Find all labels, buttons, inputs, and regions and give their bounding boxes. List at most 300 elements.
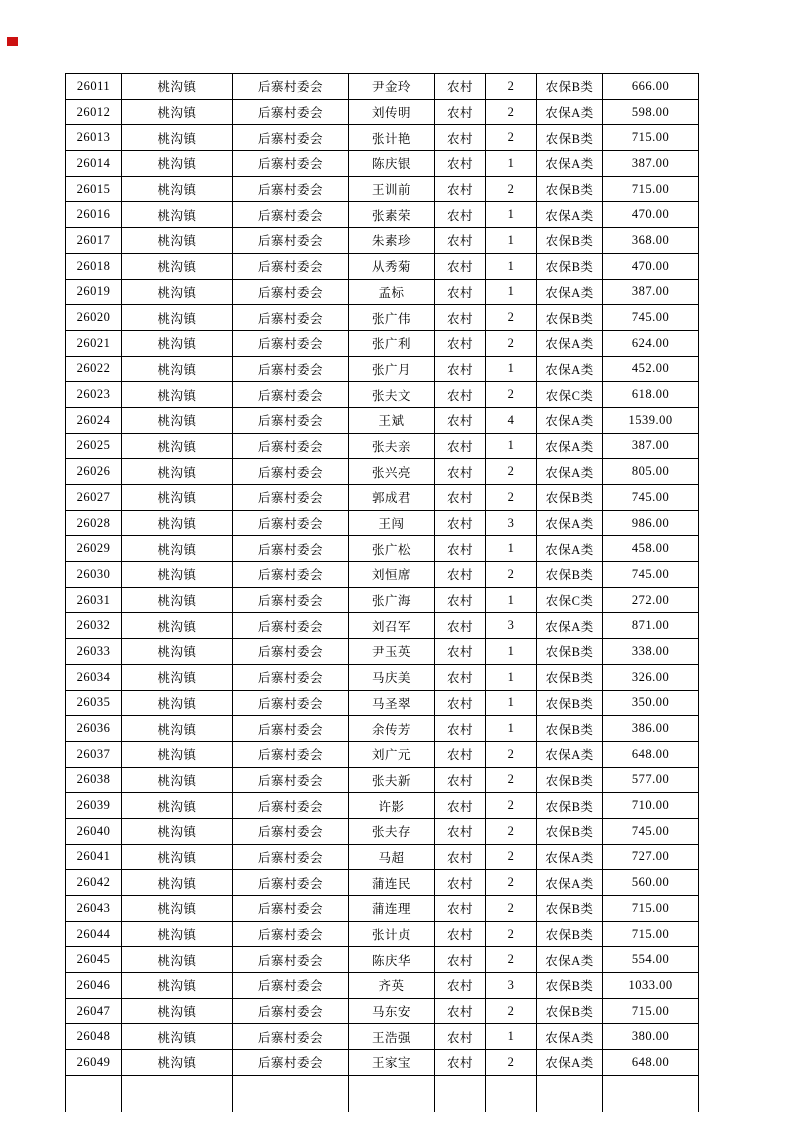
cell-id: 26015 — [66, 176, 122, 202]
cell-village: 后寨村委会 — [233, 793, 349, 819]
cell-village: 后寨村委会 — [233, 74, 349, 100]
cell-town: 桃沟镇 — [122, 998, 233, 1024]
cell-name: 张兴亮 — [349, 459, 435, 485]
cell-category: 农保A类 — [537, 510, 603, 536]
cell-village: 后寨村委会 — [233, 433, 349, 459]
cell-count: 1 — [486, 433, 537, 459]
red-stamp-mark — [7, 37, 18, 46]
cell-amount: 715.00 — [603, 998, 699, 1024]
cell-amount: 560.00 — [603, 870, 699, 896]
cell-category: 农保A类 — [537, 433, 603, 459]
red-stamp-shape — [7, 37, 18, 46]
cell-amount: 715.00 — [603, 896, 699, 922]
cell-village: 后寨村委会 — [233, 485, 349, 511]
cell-amount: 805.00 — [603, 459, 699, 485]
cell-type: 农村 — [435, 613, 486, 639]
cell-count: 2 — [486, 1050, 537, 1076]
cell-type: 农村 — [435, 74, 486, 100]
cell-type: 农村 — [435, 176, 486, 202]
cell-type: 农村 — [435, 818, 486, 844]
cell-id: 26030 — [66, 562, 122, 588]
cell-town: 桃沟镇 — [122, 228, 233, 254]
cell-type: 农村 — [435, 1050, 486, 1076]
cell-name: 尹玉英 — [349, 639, 435, 665]
cell-village: 后寨村委会 — [233, 690, 349, 716]
cell-count: 2 — [486, 818, 537, 844]
cell-town: 桃沟镇 — [122, 1050, 233, 1076]
cell-category: 农保A类 — [537, 202, 603, 228]
cell-id: 26012 — [66, 99, 122, 125]
cell-id: 26019 — [66, 279, 122, 305]
cell-village: 后寨村委会 — [233, 921, 349, 947]
cell-amount: 368.00 — [603, 228, 699, 254]
cell-id: 26014 — [66, 151, 122, 177]
cell-category: 农保A类 — [537, 1024, 603, 1050]
cell-id: 26042 — [66, 870, 122, 896]
cell-category: 农保B类 — [537, 818, 603, 844]
payment-table-partial — [66, 1075, 699, 1112]
cell-id: 26025 — [66, 433, 122, 459]
cell-village: 后寨村委会 — [233, 587, 349, 613]
table-row — [66, 536, 699, 562]
table-row — [66, 1024, 699, 1050]
cell-type: 农村 — [435, 510, 486, 536]
cell-count: 2 — [486, 330, 537, 356]
cell-town: 桃沟镇 — [122, 485, 233, 511]
cell-count: 3 — [486, 510, 537, 536]
cell-town: 桃沟镇 — [122, 176, 233, 202]
cell-id: 26026 — [66, 459, 122, 485]
cell-village: 后寨村委会 — [233, 151, 349, 177]
cell-category: 农保B类 — [537, 562, 603, 588]
cell-amount: 598.00 — [603, 99, 699, 125]
cell-town: 桃沟镇 — [122, 1024, 233, 1050]
cell-town: 桃沟镇 — [122, 664, 233, 690]
table-row — [66, 1050, 699, 1076]
cell-village: 后寨村委会 — [233, 973, 349, 999]
cell-town: 桃沟镇 — [122, 921, 233, 947]
cell-type: 农村 — [435, 536, 486, 562]
cell-town: 桃沟镇 — [122, 407, 233, 433]
cell-town: 桃沟镇 — [122, 947, 233, 973]
cell-category: 农保B类 — [537, 664, 603, 690]
cell-count: 2 — [486, 176, 537, 202]
cell-town: 桃沟镇 — [122, 716, 233, 742]
table-row — [66, 485, 699, 511]
cell-count: 2 — [486, 921, 537, 947]
cell-amount: 715.00 — [603, 125, 699, 151]
cell-town: 桃沟镇 — [122, 690, 233, 716]
partial-row — [66, 1075, 699, 1112]
cell-village: 后寨村委会 — [233, 459, 349, 485]
cell-type: 农村 — [435, 356, 486, 382]
cell-amount: 554.00 — [603, 947, 699, 973]
cell-count: 2 — [486, 767, 537, 793]
cell-category: 农保A类 — [537, 870, 603, 896]
cell-id: 26013 — [66, 125, 122, 151]
cell-town: 桃沟镇 — [122, 741, 233, 767]
table-row — [66, 690, 699, 716]
cell-type: 农村 — [435, 844, 486, 870]
cell-amount: 624.00 — [603, 330, 699, 356]
cell-village: 后寨村委会 — [233, 639, 349, 665]
table-row — [66, 99, 699, 125]
cell-amount: 387.00 — [603, 279, 699, 305]
cell-type: 农村 — [435, 99, 486, 125]
cell-amount — [603, 1075, 699, 1112]
cell-village: 后寨村委会 — [233, 125, 349, 151]
cell-village: 后寨村委会 — [233, 947, 349, 973]
cell-count: 2 — [486, 947, 537, 973]
cell-name: 朱素珍 — [349, 228, 435, 254]
cell-amount: 715.00 — [603, 921, 699, 947]
cell-count: 2 — [486, 870, 537, 896]
cell-village: 后寨村委会 — [233, 536, 349, 562]
cell-town: 桃沟镇 — [122, 151, 233, 177]
cell-village: 后寨村委会 — [233, 305, 349, 331]
table-row — [66, 793, 699, 819]
cell-village: 后寨村委会 — [233, 870, 349, 896]
cell-category: 农保B类 — [537, 896, 603, 922]
cell-id: 26043 — [66, 896, 122, 922]
cell-town: 桃沟镇 — [122, 587, 233, 613]
table-row — [66, 844, 699, 870]
cell-amount: 470.00 — [603, 253, 699, 279]
cell-town: 桃沟镇 — [122, 870, 233, 896]
cell-id: 26027 — [66, 485, 122, 511]
cell-amount: 458.00 — [603, 536, 699, 562]
cell-id: 26018 — [66, 253, 122, 279]
cell-town: 桃沟镇 — [122, 562, 233, 588]
cell-count: 2 — [486, 793, 537, 819]
cell-type: 农村 — [435, 151, 486, 177]
cell-category: 农保A类 — [537, 947, 603, 973]
cell-name: 刘传明 — [349, 99, 435, 125]
cell-amount: 715.00 — [603, 176, 699, 202]
cell-name: 张广松 — [349, 536, 435, 562]
table-row — [66, 716, 699, 742]
cell-name: 陈庆银 — [349, 151, 435, 177]
cell-amount: 577.00 — [603, 767, 699, 793]
cell-name: 从秀菊 — [349, 253, 435, 279]
cell-amount: 710.00 — [603, 793, 699, 819]
cell-town: 桃沟镇 — [122, 818, 233, 844]
cell-category: 农保A类 — [537, 1050, 603, 1076]
cell-count: 2 — [486, 998, 537, 1024]
cell-village: 后寨村委会 — [233, 279, 349, 305]
cell-town: 桃沟镇 — [122, 74, 233, 100]
cell-village: 后寨村委会 — [233, 716, 349, 742]
cell-name: 张夫存 — [349, 818, 435, 844]
cell-category: 农保B类 — [537, 767, 603, 793]
cell-id: 26046 — [66, 973, 122, 999]
table-row — [66, 870, 699, 896]
cell-id: 26032 — [66, 613, 122, 639]
cell-name: 张素荣 — [349, 202, 435, 228]
cell-village: 后寨村委会 — [233, 767, 349, 793]
cell-name: 张计贞 — [349, 921, 435, 947]
cell-amount: 745.00 — [603, 305, 699, 331]
cell-name: 马东安 — [349, 998, 435, 1024]
cell-count: 1 — [486, 664, 537, 690]
cell-name: 孟标 — [349, 279, 435, 305]
cell-category: 农保B类 — [537, 253, 603, 279]
cell-count: 1 — [486, 716, 537, 742]
cell-type: 农村 — [435, 998, 486, 1024]
table-row — [66, 356, 699, 382]
table-row — [66, 279, 699, 305]
cell-name: 马庆美 — [349, 664, 435, 690]
cell-category: 农保B类 — [537, 921, 603, 947]
table-row — [66, 818, 699, 844]
cell-count: 2 — [486, 844, 537, 870]
cell-village: 后寨村委会 — [233, 510, 349, 536]
cell-type: 农村 — [435, 279, 486, 305]
cell-type: 农村 — [435, 1024, 486, 1050]
cell-name: 王家宝 — [349, 1050, 435, 1076]
cell-name: 刘召军 — [349, 613, 435, 639]
cell-name: 王训前 — [349, 176, 435, 202]
cell-type: 农村 — [435, 947, 486, 973]
table-row — [66, 305, 699, 331]
cell-category: 农保B类 — [537, 793, 603, 819]
cell-category: 农保A类 — [537, 407, 603, 433]
cell-type: 农村 — [435, 202, 486, 228]
table-row — [66, 973, 699, 999]
cell-count: 1 — [486, 279, 537, 305]
cell-id: 26024 — [66, 407, 122, 433]
cell-name: 马圣翠 — [349, 690, 435, 716]
cell-name: 尹金玲 — [349, 74, 435, 100]
cell-category: 农保B类 — [537, 690, 603, 716]
cell-village: 后寨村委会 — [233, 896, 349, 922]
table-row — [66, 587, 699, 613]
payment-table-body — [66, 74, 699, 1076]
cell-category — [537, 1075, 603, 1112]
table-row — [66, 664, 699, 690]
cell-village: 后寨村委会 — [233, 228, 349, 254]
cell-id: 26028 — [66, 510, 122, 536]
cell-town: 桃沟镇 — [122, 279, 233, 305]
cell-town: 桃沟镇 — [122, 767, 233, 793]
cell-village: 后寨村委会 — [233, 407, 349, 433]
table-row — [66, 151, 699, 177]
cell-category: 农保C类 — [537, 382, 603, 408]
cell-count: 2 — [486, 125, 537, 151]
table-row — [66, 998, 699, 1024]
cell-category: 农保A类 — [537, 151, 603, 177]
cell-town: 桃沟镇 — [122, 639, 233, 665]
table-row — [66, 433, 699, 459]
cell-amount: 745.00 — [603, 562, 699, 588]
cell-type — [435, 1075, 486, 1112]
cell-town: 桃沟镇 — [122, 99, 233, 125]
cell-id: 26038 — [66, 767, 122, 793]
cell-name: 张夫新 — [349, 767, 435, 793]
cell-count — [486, 1075, 537, 1112]
cell-count: 1 — [486, 202, 537, 228]
cell-id: 26041 — [66, 844, 122, 870]
cell-town — [122, 1075, 233, 1112]
cell-town: 桃沟镇 — [122, 459, 233, 485]
cell-village: 后寨村委会 — [233, 818, 349, 844]
cell-village: 后寨村委会 — [233, 99, 349, 125]
cell-type: 农村 — [435, 459, 486, 485]
cell-village: 后寨村委会 — [233, 356, 349, 382]
cell-category: 农保A类 — [537, 99, 603, 125]
cell-category: 农保A类 — [537, 844, 603, 870]
cell-type: 农村 — [435, 664, 486, 690]
cell-id: 26035 — [66, 690, 122, 716]
cell-count: 3 — [486, 973, 537, 999]
cell-count: 2 — [486, 896, 537, 922]
cell-name: 余传芳 — [349, 716, 435, 742]
cell-name: 陈庆华 — [349, 947, 435, 973]
table-row — [66, 202, 699, 228]
cell-id: 26033 — [66, 639, 122, 665]
cell-town: 桃沟镇 — [122, 382, 233, 408]
cell-town: 桃沟镇 — [122, 510, 233, 536]
cell-name: 张广伟 — [349, 305, 435, 331]
cell-type: 农村 — [435, 562, 486, 588]
cell-count: 1 — [486, 151, 537, 177]
cell-village: 后寨村委会 — [233, 741, 349, 767]
cell-name: 王闯 — [349, 510, 435, 536]
cell-id: 26016 — [66, 202, 122, 228]
cell-amount: 666.00 — [603, 74, 699, 100]
table-row — [66, 253, 699, 279]
cell-type: 农村 — [435, 587, 486, 613]
table-row — [66, 330, 699, 356]
cell-name: 张广利 — [349, 330, 435, 356]
cell-count: 2 — [486, 485, 537, 511]
cell-town: 桃沟镇 — [122, 793, 233, 819]
cell-id: 26036 — [66, 716, 122, 742]
cell-id: 26011 — [66, 74, 122, 100]
cell-category: 农保A类 — [537, 356, 603, 382]
cell-name: 许影 — [349, 793, 435, 819]
cell-count: 2 — [486, 562, 537, 588]
cell-category: 农保A类 — [537, 741, 603, 767]
cell-type: 农村 — [435, 896, 486, 922]
cell-count: 1 — [486, 536, 537, 562]
table-row — [66, 382, 699, 408]
cell-id: 26031 — [66, 587, 122, 613]
cell-village: 后寨村委会 — [233, 382, 349, 408]
cell-amount: 387.00 — [603, 151, 699, 177]
cell-category: 农保A类 — [537, 330, 603, 356]
cell-town: 桃沟镇 — [122, 433, 233, 459]
cell-town: 桃沟镇 — [122, 896, 233, 922]
cell-category: 农保B类 — [537, 228, 603, 254]
cell-id: 26037 — [66, 741, 122, 767]
cell-name: 蒲连理 — [349, 896, 435, 922]
cell-count: 1 — [486, 587, 537, 613]
cell-category: 农保B类 — [537, 74, 603, 100]
cell-id: 26045 — [66, 947, 122, 973]
cell-count: 4 — [486, 407, 537, 433]
cell-amount: 986.00 — [603, 510, 699, 536]
cell-category: 农保B类 — [537, 639, 603, 665]
cell-amount: 871.00 — [603, 613, 699, 639]
cell-amount: 350.00 — [603, 690, 699, 716]
cell-count: 2 — [486, 74, 537, 100]
cell-village: 后寨村委会 — [233, 202, 349, 228]
cell-amount: 745.00 — [603, 485, 699, 511]
cell-type: 农村 — [435, 305, 486, 331]
cell-type: 农村 — [435, 253, 486, 279]
cell-type: 农村 — [435, 870, 486, 896]
cell-name: 张夫文 — [349, 382, 435, 408]
cell-category: 农保B类 — [537, 716, 603, 742]
cell-name: 郭成君 — [349, 485, 435, 511]
cell-id: 26044 — [66, 921, 122, 947]
table-row — [66, 74, 699, 100]
cell-town: 桃沟镇 — [122, 356, 233, 382]
cell-town: 桃沟镇 — [122, 613, 233, 639]
table-row — [66, 741, 699, 767]
cell-id: 26047 — [66, 998, 122, 1024]
cell-name: 刘恒席 — [349, 562, 435, 588]
table-row — [66, 407, 699, 433]
cell-type: 农村 — [435, 767, 486, 793]
cell-amount: 1539.00 — [603, 407, 699, 433]
cell-type: 农村 — [435, 433, 486, 459]
cell-amount: 387.00 — [603, 433, 699, 459]
cell-name — [349, 1075, 435, 1112]
cell-village: 后寨村委会 — [233, 253, 349, 279]
cell-name: 齐英 — [349, 973, 435, 999]
cell-count: 3 — [486, 613, 537, 639]
cell-village — [233, 1075, 349, 1112]
cell-type: 农村 — [435, 125, 486, 151]
cell-amount: 648.00 — [603, 1050, 699, 1076]
cell-type: 农村 — [435, 485, 486, 511]
cell-name: 王浩强 — [349, 1024, 435, 1050]
cell-village: 后寨村委会 — [233, 664, 349, 690]
cell-amount: 452.00 — [603, 356, 699, 382]
cell-type: 农村 — [435, 716, 486, 742]
cell-town: 桃沟镇 — [122, 125, 233, 151]
cell-amount: 338.00 — [603, 639, 699, 665]
cell-amount: 1033.00 — [603, 973, 699, 999]
cell-amount: 380.00 — [603, 1024, 699, 1050]
table-row — [66, 459, 699, 485]
cell-name: 王斌 — [349, 407, 435, 433]
cell-amount: 386.00 — [603, 716, 699, 742]
cell-count: 2 — [486, 99, 537, 125]
cell-count: 1 — [486, 228, 537, 254]
cell-id: 26020 — [66, 305, 122, 331]
cell-town: 桃沟镇 — [122, 973, 233, 999]
cell-id: 26022 — [66, 356, 122, 382]
cell-category: 农保C类 — [537, 587, 603, 613]
cell-type: 农村 — [435, 407, 486, 433]
cell-town: 桃沟镇 — [122, 844, 233, 870]
cell-id: 26034 — [66, 664, 122, 690]
cell-amount: 618.00 — [603, 382, 699, 408]
cell-category: 农保B类 — [537, 973, 603, 999]
cell-town: 桃沟镇 — [122, 330, 233, 356]
cell-town: 桃沟镇 — [122, 253, 233, 279]
cell-name: 马超 — [349, 844, 435, 870]
cell-name: 蒲连民 — [349, 870, 435, 896]
cell-village: 后寨村委会 — [233, 176, 349, 202]
cell-amount: 470.00 — [603, 202, 699, 228]
cell-id: 26017 — [66, 228, 122, 254]
cell-type: 农村 — [435, 228, 486, 254]
cell-category: 农保B类 — [537, 485, 603, 511]
